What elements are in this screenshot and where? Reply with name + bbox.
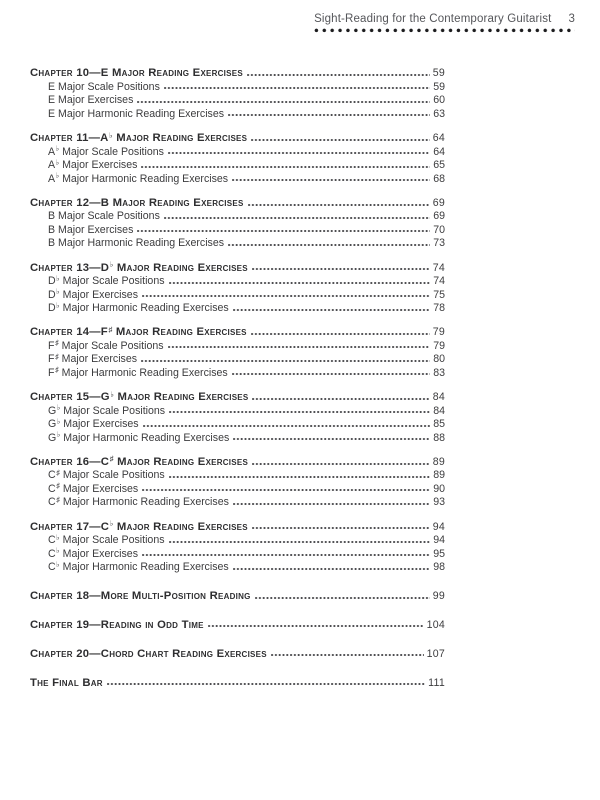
entry-label: E Major Exercises <box>48 94 134 107</box>
dot-leader <box>252 527 430 529</box>
dot-leader <box>164 217 430 219</box>
toc-section <box>30 390 445 444</box>
dot-leader <box>169 411 430 413</box>
entry-label: G♭ Major Exercises <box>48 416 139 431</box>
toc-section <box>30 675 445 688</box>
entry-page: 94 <box>432 520 445 533</box>
toc-item-row <box>30 236 445 249</box>
dot-leader <box>251 139 429 141</box>
dot-leader <box>233 503 430 505</box>
entry-label: C♭ Major Harmonic Reading Exercises <box>48 559 229 573</box>
entry-label: G♭ Major Scale Positions <box>48 403 166 417</box>
entry-label: G♭ Major Harmonic Reading Exercises <box>48 430 230 444</box>
dot-leader <box>252 398 429 400</box>
entry-page: 99 <box>432 589 445 602</box>
entry-page: 69 <box>433 210 445 223</box>
dot-leader <box>255 597 430 599</box>
flat-symbol: ♭ <box>56 559 60 569</box>
entry-page: 83 <box>433 366 445 379</box>
entry-page: 107 <box>426 647 445 660</box>
dot-leader <box>228 114 430 116</box>
entry-page: 104 <box>426 618 445 631</box>
flat-symbol: ♭ <box>56 287 60 297</box>
entry-label: F♯ Major Harmonic Reading Exercises <box>48 365 228 379</box>
toc-chapter-row <box>30 390 445 403</box>
entry-page: 74 <box>433 275 445 288</box>
toc-section <box>30 196 445 250</box>
entry-page: 95 <box>433 547 445 560</box>
entry-page: 75 <box>433 288 445 301</box>
toc-item-row <box>30 468 445 481</box>
entry-label: C♭ Major Scale Positions <box>48 532 165 547</box>
flat-symbol: ♭ <box>55 157 60 167</box>
dot-leader <box>248 204 430 206</box>
toc-item-row <box>30 79 445 92</box>
toc-item-row <box>30 495 445 508</box>
toc-item-row <box>30 171 445 184</box>
flat-symbol: ♭ <box>56 273 60 283</box>
entry-page: 63 <box>433 107 445 120</box>
entry-label: B Major Exercises <box>48 223 134 236</box>
dot-leader <box>142 554 430 556</box>
dot-leader <box>233 309 431 311</box>
entry-label: A♭ Major Harmonic Reading Exercises <box>48 171 229 185</box>
toc-section <box>30 589 445 602</box>
toc-item-row <box>30 365 445 378</box>
dot-leader <box>233 568 431 570</box>
entry-label: Chapter 13—D♭ Major Reading Exercises <box>30 260 248 274</box>
toc-item-row <box>30 93 445 106</box>
entry-page: 59 <box>432 67 445 80</box>
toc-section <box>30 455 445 509</box>
toc-item-row <box>30 417 445 430</box>
entry-page: 98 <box>433 561 445 573</box>
entry-page: 69 <box>432 196 445 209</box>
toc-chapter-row <box>30 260 445 273</box>
toc-item-row <box>30 338 445 351</box>
dot-leader <box>141 166 430 168</box>
entry-page: 70 <box>433 223 445 236</box>
entry-label: Chapter 11—A♭ Major Reading Exercises <box>30 130 248 145</box>
toc-section <box>30 325 445 379</box>
sharp-symbol: ♯ <box>108 324 113 334</box>
toc-item-row <box>30 222 445 235</box>
entry-page: 79 <box>432 326 445 339</box>
dot-leader <box>168 152 430 154</box>
flat-symbol: ♭ <box>56 416 61 426</box>
entry-label: C♭ Major Exercises <box>48 546 138 560</box>
entry-page: 89 <box>432 455 445 468</box>
dot-leader <box>168 346 431 348</box>
entry-label: Chapter 12—B Major Reading Exercises <box>30 196 244 209</box>
entry-page: 74 <box>432 261 445 274</box>
toc-chapter-row <box>30 675 445 688</box>
flat-symbol: ♭ <box>56 532 60 542</box>
toc-chapter-row <box>30 617 445 630</box>
entry-label: E Major Harmonic Reading Exercises <box>48 107 225 120</box>
sharp-symbol: ♯ <box>56 467 60 477</box>
entry-page: 64 <box>433 145 445 158</box>
entry-page: 111 <box>428 676 445 689</box>
dot-leader <box>169 541 431 543</box>
toc-chapter-row <box>30 519 445 532</box>
entry-label: F♯ Major Exercises <box>48 351 138 366</box>
dot-leader <box>142 489 430 491</box>
flat-symbol: ♭ <box>55 171 60 180</box>
toc-chapter-row <box>30 646 445 659</box>
toc-item-row <box>30 158 445 171</box>
entry-label: B Major Scale Positions <box>48 210 160 223</box>
toc-item-row <box>30 301 445 314</box>
entry-label: A♭ Major Exercises <box>48 157 138 172</box>
dot-leader <box>164 87 430 89</box>
dot-leader <box>107 683 425 685</box>
entry-page: 60 <box>433 94 445 107</box>
entry-label: Chapter 15—G♭ Major Reading Exercises <box>30 389 249 404</box>
dot-leader <box>228 244 430 246</box>
dot-leader <box>169 282 431 284</box>
entry-page: 65 <box>433 159 445 172</box>
entry-page: 80 <box>433 353 445 366</box>
running-head <box>314 13 575 25</box>
entry-page: 84 <box>433 404 445 417</box>
entry-label: Chapter 18—More Multi-Position Reading <box>30 589 251 602</box>
entry-label: Chapter 20—Chord Chart Reading Exercises <box>30 647 267 660</box>
sharp-symbol: ♯ <box>54 351 59 361</box>
dot-leader <box>137 230 430 232</box>
toc-item-row <box>30 287 445 300</box>
entry-page: 88 <box>433 431 445 444</box>
sharp-symbol: ♯ <box>54 338 59 348</box>
toc-item-row <box>30 403 445 416</box>
entry-label: E Major Scale Positions <box>48 80 160 93</box>
dot-leader <box>169 476 430 478</box>
flat-symbol: ♭ <box>109 130 113 140</box>
entry-label: Chapter 10—E Major Reading Exercises <box>30 67 243 80</box>
toc-item-row <box>30 533 445 546</box>
flat-symbol: ♭ <box>56 430 61 439</box>
dot-leader <box>247 74 430 76</box>
entry-page: 89 <box>433 469 445 482</box>
toc-chapter-row <box>30 325 445 338</box>
dot-leader <box>252 268 430 270</box>
entry-page: 68 <box>433 172 445 185</box>
entry-label: Chapter 16—C♯ Major Reading Exercises <box>30 454 249 468</box>
entry-label: B Major Harmonic Reading Exercises <box>48 237 225 250</box>
entry-label: F♯ Major Scale Positions <box>48 338 164 352</box>
toc-item-row <box>30 274 445 287</box>
dot-leader <box>143 425 431 427</box>
toc-item-row <box>30 560 445 573</box>
dot-leader <box>141 360 430 362</box>
entry-page: 84 <box>432 391 445 404</box>
toc-section <box>30 646 445 659</box>
flat-symbol: ♭ <box>110 389 115 399</box>
entry-label: Chapter 14—F♯ Major Reading Exercises <box>30 324 247 339</box>
sharp-symbol: ♯ <box>54 365 59 375</box>
entry-page: 78 <box>433 302 445 314</box>
entry-label: A♭ Major Scale Positions <box>48 144 164 158</box>
toc-section <box>30 66 445 120</box>
toc-chapter-row <box>30 589 445 602</box>
entry-label: The Final Bar <box>30 676 103 689</box>
entry-page: 90 <box>433 482 445 495</box>
toc-section <box>30 519 445 573</box>
flat-symbol: ♭ <box>109 260 114 270</box>
dot-leader <box>137 101 430 103</box>
flat-symbol: ♭ <box>56 403 61 413</box>
toc-section <box>30 260 445 314</box>
entry-page: 73 <box>433 237 445 250</box>
dot-leader <box>251 333 430 335</box>
toc-item-row <box>30 481 445 494</box>
page-number: 3 <box>568 13 575 25</box>
toc-chapter-row <box>30 455 445 468</box>
toc-chapter-row <box>30 131 445 144</box>
entry-label: C♯ Major Scale Positions <box>48 467 165 482</box>
entry-label: C♯ Major Harmonic Reading Exercises <box>48 494 229 509</box>
entry-page: 94 <box>433 534 445 547</box>
dot-leader <box>233 438 430 440</box>
sharp-symbol: ♯ <box>56 481 60 491</box>
entry-page: 64 <box>432 132 445 145</box>
flat-symbol: ♭ <box>56 300 60 310</box>
entry-label: Chapter 17—C♭ Major Reading Exercises <box>30 519 248 533</box>
dot-leader <box>271 654 424 656</box>
sharp-symbol: ♯ <box>109 454 114 464</box>
entry-page: 93 <box>433 496 445 509</box>
entry-label: Chapter 19—Reading in Odd Time <box>30 618 204 631</box>
page-header <box>314 13 575 33</box>
toc-item-row <box>30 209 445 222</box>
entry-page: 59 <box>433 80 445 93</box>
toc-item-row <box>30 144 445 157</box>
book-title: Sight-Reading for the Contemporary Guitarist <box>314 13 552 25</box>
entry-label: D♭ Major Scale Positions <box>48 273 165 288</box>
entry-page: 79 <box>433 339 445 352</box>
dot-leader <box>252 463 430 465</box>
toc-section <box>30 131 445 185</box>
toc-chapter-row <box>30 66 445 79</box>
entry-label: D♭ Major Harmonic Reading Exercises <box>48 300 229 314</box>
toc-section <box>30 617 445 630</box>
entry-label: C♯ Major Exercises <box>48 481 139 495</box>
table-of-contents <box>30 66 445 689</box>
flat-symbol: ♭ <box>56 546 60 556</box>
dot-leader <box>208 625 424 627</box>
toc-item-row <box>30 106 445 119</box>
toc-item-row <box>30 546 445 559</box>
toc-chapter-row <box>30 196 445 209</box>
dotted-rule <box>314 28 575 33</box>
toc-item-row <box>30 352 445 365</box>
dot-leader <box>232 373 430 375</box>
entry-label: D♭ Major Exercises <box>48 287 138 301</box>
dot-leader <box>142 295 430 297</box>
entry-page: 85 <box>433 418 445 431</box>
dot-leader <box>232 179 430 181</box>
flat-symbol: ♭ <box>55 144 60 154</box>
flat-symbol: ♭ <box>109 519 114 529</box>
toc-item-row <box>30 430 445 443</box>
sharp-symbol: ♯ <box>56 494 60 504</box>
